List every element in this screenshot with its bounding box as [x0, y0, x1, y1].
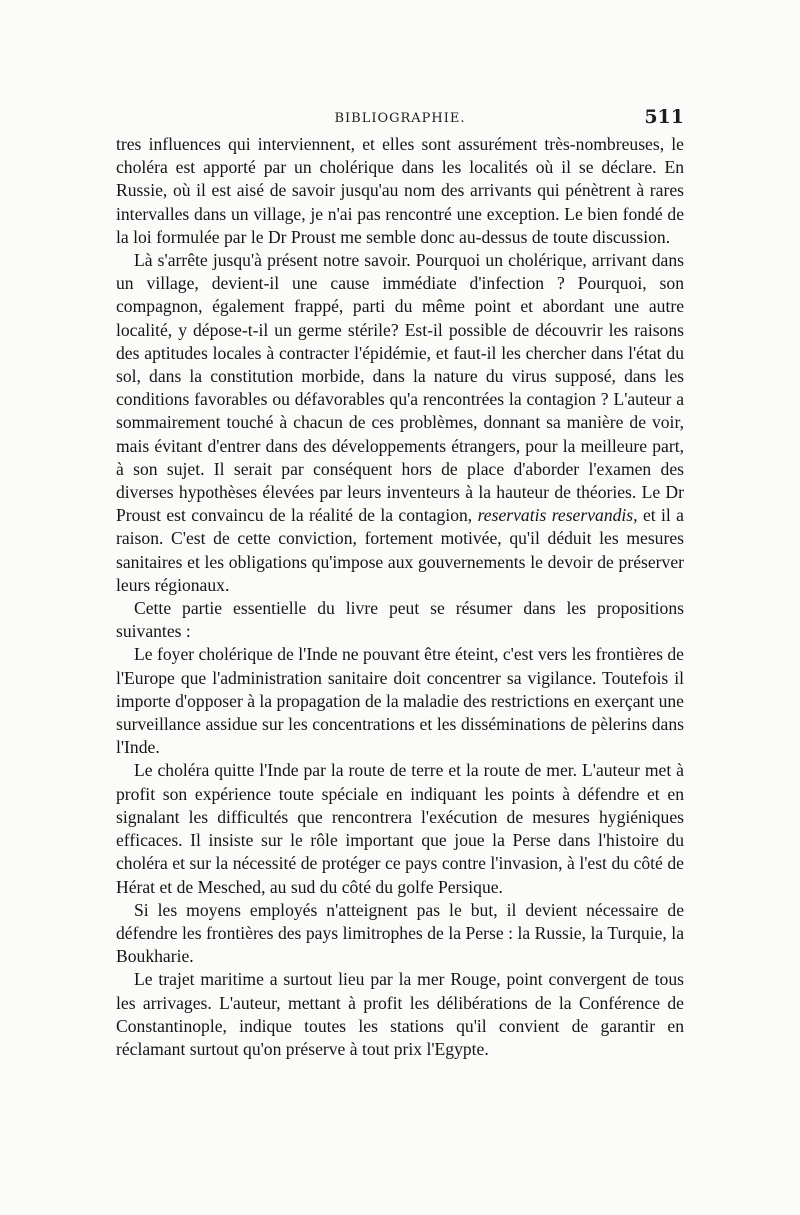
paragraph-2-tail: et il a raison. C'est de cette conviction, fortement motivée, qu'il déduit les mesures sanitaires et les obligations qu'impose aux gouvernements le devoir de préserver leurs régionaux.	[116, 505, 684, 595]
page-number: 511	[644, 106, 684, 128]
paragraph-2	[116, 249, 684, 597]
body-text	[116, 133, 684, 1061]
paragraph-3: Cette partie essentielle du livre peut se résumer dans les propositions suivantes :	[116, 598, 684, 642]
paragraph-2-mid: Proust est convaincu de la réalité de la contagion,	[116, 505, 478, 526]
doctor-abbrev-2: Dr	[665, 482, 684, 503]
running-title: BIBLIOGRAPHIE.	[334, 111, 466, 126]
paragraph-6: Si les moyens employés n'atteignent pas le but, il devient nécessaire de défendre les frontières des pays limitrophes de la Perse : la Russie, la Turquie, la Boukharie.	[116, 899, 684, 967]
paragraph-1-tail: Proust me semble donc au-dessus de toute discussion.	[286, 226, 671, 247]
page-header	[116, 106, 684, 130]
paragraph-1-text: tres influences qui interviennent, et elles sont assurément très-nombreuses, le choléra est apporté par un cholérique dans les localités où il se déclare. En Russie, où il est aisé de savoir jusqu'au nom des arrivants qui pénètrent à rares intervalles dans un village, je n'ai pas rencontré une exception. Le bien fondé de la loi formulée par le	[116, 134, 684, 247]
latin-phrase: reservatis reservandis,	[477, 505, 638, 526]
doctor-title	[268, 227, 287, 247]
paragraph-5: Le choléra quitte l'Inde par la route de terre et la route de mer. L'auteur met à profit son expérience toute spéciale en indiquant les points à défendre et en signalant les difficultés que rencontrera l'exécution de mesures hygiéniques efficaces. Il insiste sur le rôle important que joue la Perse dans l'histoire du choléra et sur la nécessité de protéger ce pays contre l'invasion, à l'est du côté de Hérat et de Mesched, au sud du côté du golfe Persique.	[116, 760, 684, 897]
paragraph-2-text: Là s'arrête jusqu'à présent notre savoir. Pourquoi un cholérique, arrivant dans un village, devient-il une cause immédiate d'infection ? Pourquoi, son compagnon, également frappé, parti du même point et abordant une autre localité, y dépose-t-il un germe stérile? Est-il possible de découvrir les raisons des aptitudes locales à contracter l'épidémie, et faut-il les chercher dans l'état du sol, dans la constitution morbide, dans la nature du virus supposé, dans les conditions favorables ou défavorables qu'a rencontrées la contagion ? L'auteur a sommairement touché à chacun de ces problèmes, donnant sa manière de voir, mais évitant d'entrer dans des développements étrangers, pour la meilleure part, à son sujet. Il serait par conséquent hors de place d'aborder l'examen des diverses hypothèses élevées par leurs inventeurs à la hauteur de théories. Le	[116, 250, 684, 503]
paragraph-7: Le trajet maritime a surtout lieu par la mer Rouge, point convergent de tous les arrivages. L'auteur, mettant à profit les délibérations de la Conférence de Constantinople, indique toutes les stations qu'il convient de garantir en réclamant surtout qu'on préserve à tout prix l'Egypte.	[116, 969, 684, 1059]
paragraph-4: Le foyer cholérique de l'Inde ne pouvant être éteint, c'est vers les frontières de l'Europe que l'administration sanitaire doit concentrer sa vigilance. Toutefois il importe d'opposer à la propagation de la maladie des restrictions en exerçant une surveillance assidue sur les concentrations et les disséminations de pèlerins dans l'Inde.	[116, 644, 684, 758]
paragraph-1	[116, 133, 684, 249]
doctor-abbrev: Dr	[267, 226, 287, 247]
